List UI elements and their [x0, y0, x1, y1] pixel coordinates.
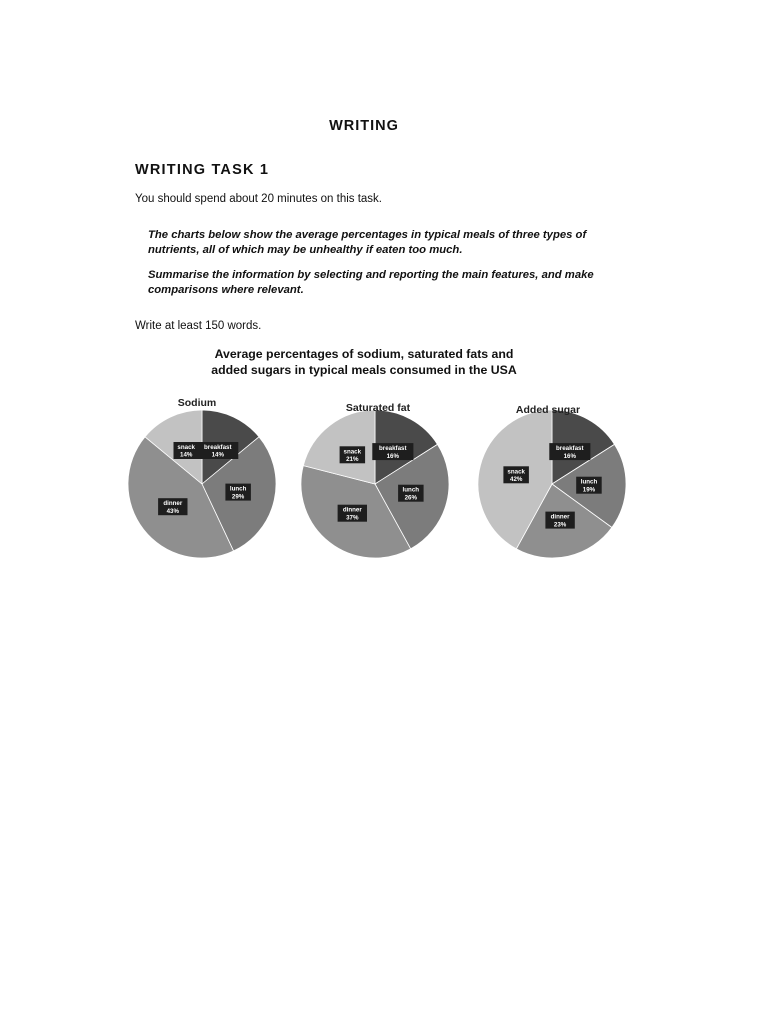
data-label-sodium-lunch — [225, 484, 251, 501]
data-label-category: breakfast — [204, 444, 232, 451]
page-title: WRITING — [329, 118, 399, 134]
pie-saturated-fat — [301, 402, 449, 558]
data-label-category: dinner — [550, 513, 570, 521]
data-label-sodium-breakfast — [197, 442, 238, 459]
data-label-value: 19% — [582, 486, 596, 494]
data-label-value: 14% — [180, 451, 193, 459]
data-label-value: 21% — [346, 456, 359, 463]
time-instruction: You should spend about 20 minutes on this task. — [135, 193, 382, 205]
data-label-value: 29% — [231, 493, 245, 501]
data-label-category: dinner — [163, 500, 183, 508]
pie-title-sodium: Sodium — [177, 397, 217, 409]
chart-title-line-1: Average percentages of sodium, saturated fats and — [214, 347, 514, 361]
data-label-category: snack — [507, 468, 525, 476]
chart-title-line-2: added sugars in typical meals consumed in the USA — [211, 363, 517, 377]
data-label-added-sugar-breakfast — [549, 443, 590, 460]
data-label-value: 14% — [211, 451, 224, 459]
data-label-value: 42% — [510, 476, 523, 483]
data-label-category: snack — [177, 444, 195, 451]
data-label-value: 16% — [386, 452, 399, 460]
data-label-category: breakfast — [379, 445, 407, 453]
pie-title-saturated-fat: Saturated fat — [345, 402, 411, 414]
task-prompt-instruction: Summarise the information by selecting and reporting the main features, and make comparisons where relevant. — [148, 269, 594, 296]
data-label-category: lunch — [402, 486, 420, 494]
data-label-added-sugar-lunch — [576, 477, 602, 494]
data-label-value: 26% — [404, 494, 417, 502]
pie-added-sugar — [478, 404, 626, 558]
data-label-category: lunch — [580, 478, 598, 486]
task-prompt-description: The charts below show the average percentages in typical meals of three types of nutrients, all of which may be unhealthy if eaten too much. — [148, 229, 587, 256]
data-label-category: dinner — [342, 506, 362, 514]
data-label-category: lunch — [229, 485, 247, 493]
data-label-saturated-fat-dinner — [338, 505, 367, 522]
task-heading: WRITING TASK 1 — [135, 162, 270, 178]
pie-sodium — [128, 397, 276, 558]
data-label-sodium-dinner — [158, 498, 187, 515]
data-label-value: 23% — [553, 521, 567, 529]
data-label-category: breakfast — [556, 445, 584, 453]
pie-charts — [100, 388, 660, 568]
data-label-category: snack — [343, 448, 362, 456]
chart-title — [0, 346, 728, 378]
data-label-saturated-fat-snack — [340, 446, 366, 463]
word-limit-instruction: Write at least 150 words. — [135, 320, 262, 332]
pie-title-added-sugar: Added sugar — [515, 404, 581, 416]
data-label-sodium-snack — [174, 442, 200, 459]
data-label-value: 16% — [563, 452, 576, 460]
data-label-value: 43% — [166, 507, 179, 515]
data-label-saturated-fat-lunch — [398, 485, 424, 502]
data-label-added-sugar-dinner — [545, 512, 574, 529]
data-label-saturated-fat-breakfast — [372, 443, 413, 460]
data-label-value: 37% — [346, 514, 359, 522]
data-label-added-sugar-snack — [503, 466, 529, 483]
